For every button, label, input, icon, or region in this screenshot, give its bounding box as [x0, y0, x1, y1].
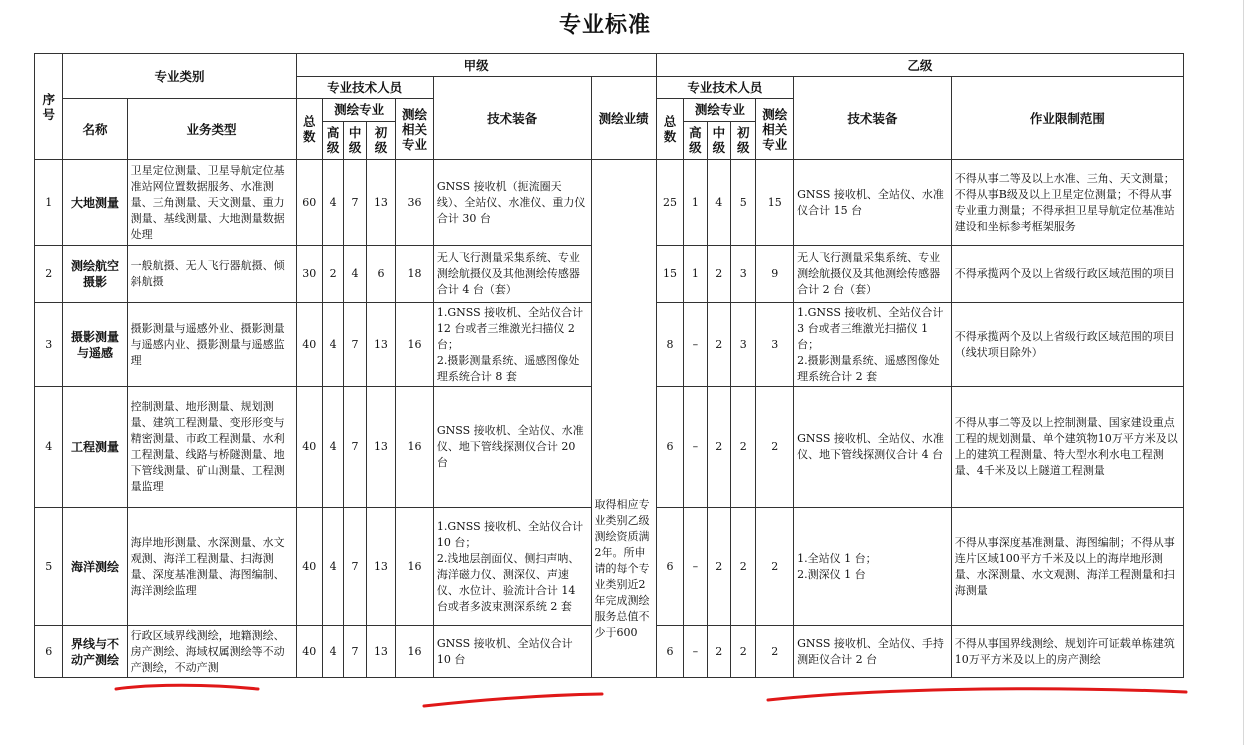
row-yi-equipment: 无人飞行测量采集系统、专业测绘航摄仪及其他测绘传感器合计 2 台（套）: [794, 246, 952, 303]
header-yi: 乙级: [656, 54, 1183, 77]
row-jia-total: 40: [296, 508, 322, 626]
row-yi-senior: 1: [684, 246, 707, 303]
row-jia-equipment: 1.GNSS 接收机、全站仪合计 12 台或者三维激光扫描仪 2 台； 2.摄影测量系统、遥感图像处理系统合计 8 套: [433, 303, 591, 387]
row-name: 摄影测量与遥感: [63, 303, 127, 387]
header-category: 专业类别: [63, 54, 296, 99]
row-yi-equipment: GNSS 接收机、全站仪、水准仪合计 15 台: [794, 160, 952, 246]
row-jia-mid: 4: [344, 246, 366, 303]
row-seq: 6: [35, 626, 63, 678]
header-jia-mid: 中级: [344, 122, 366, 159]
row-seq: 1: [35, 160, 63, 246]
header-jia: 甲级: [296, 54, 656, 77]
row-yi-junior: 2: [731, 626, 756, 678]
row-yi-total: 6: [656, 626, 683, 678]
row-jia-senior: 4: [322, 160, 343, 246]
red-underline-mark: [768, 689, 1186, 700]
row-yi-senior: 1: [684, 160, 707, 246]
row-yi-related: 15: [756, 160, 794, 246]
row-yi-senior: –: [684, 626, 707, 678]
row-jia-equipment: GNSS 接收机（扼流圈天线）、全站仪、水准仪、重力仪合计 30 台: [433, 160, 591, 246]
row-business: 一般航摄、无人飞行器航摄、倾斜航摄: [127, 246, 296, 303]
row-scope: 不得从事深度基准测量、海图编制；不得从事连片区域100平方千米及以上的海岸地形测量、水深测量、水文观测、海洋工程测量和扫海测量: [951, 508, 1183, 626]
row-jia-junior: 13: [366, 160, 396, 246]
row-jia-senior: 4: [322, 303, 343, 387]
row-yi-junior: 3: [731, 246, 756, 303]
row-yi-total: 25: [656, 160, 683, 246]
row-scope: 不得承揽两个及以上省级行政区域范围的项目: [951, 246, 1183, 303]
row-yi-total: 6: [656, 508, 683, 626]
header-yi-equipment: 技术装备: [794, 77, 952, 160]
row-jia-related: 16: [396, 626, 434, 678]
row-jia-mid: 7: [344, 508, 366, 626]
row-jia-junior: 13: [366, 626, 396, 678]
row-jia-junior: 13: [366, 387, 396, 508]
header-jia-equipment: 技术装备: [433, 77, 591, 160]
row-jia-total: 40: [296, 303, 322, 387]
row-jia-equipment: GNSS 接收机、全站仪、水准仪、地下管线探测仪合计 20 台: [433, 387, 591, 508]
row-jia-junior: 13: [366, 508, 396, 626]
row-yi-junior: 3: [731, 303, 756, 387]
row-yi-related: 9: [756, 246, 794, 303]
row-business: 控制测量、地形测量、规划测量、建筑工程测量、变形形变与精密测量、市政工程测量、水利工程测量、线路与桥隧测量、地下管线测量、矿山测量、工程测量监理: [127, 387, 296, 508]
header-yi-related: 测绘相关专业: [756, 99, 794, 160]
header-jia-total: 总数: [296, 99, 322, 160]
row-yi-mid: 2: [707, 246, 730, 303]
header-yi-mid: 中级: [708, 122, 731, 159]
header-jia-survey-major: 测绘专业: [323, 99, 395, 122]
row-business: 海岸地形测量、水深测量、水文观测、海洋工程测量、扫海测量、深度基准测量、海图编制、海洋测绘监理: [127, 508, 296, 626]
row-yi-equipment: 1.全站仪 1 台； 2.测深仪 1 台: [794, 508, 952, 626]
row-yi-equipment: GNSS 接收机、全站仪、手持测距仪合计 2 台: [794, 626, 952, 678]
row-yi-senior: –: [684, 387, 707, 508]
row-jia-mid: 7: [344, 160, 366, 246]
row-yi-senior: –: [684, 508, 707, 626]
header-yi-tech-staff: 专业技术人员: [656, 77, 793, 99]
row-yi-mid: 2: [707, 508, 730, 626]
row-jia-related: 18: [396, 246, 434, 303]
header-yi-junior: 初级: [736, 125, 750, 155]
row-yi-related: 2: [756, 508, 794, 626]
row-jia-total: 60: [296, 160, 322, 246]
row-jia-mid: 7: [344, 387, 366, 508]
header-yi-total: 总数: [656, 99, 683, 160]
row-name: 海洋测绘: [63, 508, 127, 626]
row-jia-total: 40: [296, 626, 322, 678]
row-jia-total: 40: [296, 387, 322, 508]
row-jia-equipment: 无人飞行测量采集系统、专业测绘航摄仪及其他测绘传感器合计 4 台（套）: [433, 246, 591, 303]
row-seq: 3: [35, 303, 63, 387]
header-jia-senior: 高级: [323, 122, 344, 159]
row-jia-mid: 7: [344, 626, 366, 678]
row-business: 行政区域界线测绘，地籍测绘、房产测绘、海域权属测绘等不动产测绘，不动产测: [127, 626, 296, 678]
row-jia-equipment: GNSS 接收机、全站仪合计 10 台: [433, 626, 591, 678]
header-jia-related: 测绘相关专业: [396, 99, 434, 160]
row-yi-related: 2: [756, 387, 794, 508]
row-seq: 4: [35, 387, 63, 508]
row-yi-senior: –: [684, 303, 707, 387]
row-scope: 不得从事二等及以上控制测量、国家建设重点工程的规划测量、单个建筑物10万平方米及以上的建筑工程测量、特大型水利水电工程测量、4千米及以上隧道工程测量: [951, 387, 1183, 508]
row-jia-related: 36: [396, 160, 434, 246]
red-underline-mark: [116, 685, 258, 689]
header-jia-tech-staff: 专业技术人员: [296, 77, 433, 99]
row-jia-junior: 6: [366, 246, 396, 303]
header-yi-senior: 高级: [684, 122, 707, 159]
header-name: 名称: [63, 99, 127, 160]
row-jia-senior: 4: [322, 626, 343, 678]
row-jia-related: 16: [396, 303, 434, 387]
row-yi-mid: 2: [707, 387, 730, 508]
row-jia-mid: 7: [344, 303, 366, 387]
row-scope: 不得承揽两个及以上省级行政区域范围的项目（线状项目除外）: [951, 303, 1183, 387]
row-jia-related: 16: [396, 508, 434, 626]
row-seq: 2: [35, 246, 63, 303]
row-jia-equipment: 1.GNSS 接收机、全站仪合计 10 台； 2.浅地层剖面仪、侧扫声呐、海洋磁力仪、测深仪、声速仪、水位计、验流计合计 14 台或者多波束测深系统 2 套: [433, 508, 591, 626]
row-yi-related: 3: [756, 303, 794, 387]
header-scope: 作业限制范围: [951, 77, 1183, 160]
row-yi-junior: 2: [731, 508, 756, 626]
row-yi-mid: 2: [707, 303, 730, 387]
row-name: 大地测量: [63, 160, 127, 246]
row-yi-mid: 4: [707, 160, 730, 246]
page-title: 专业标准: [558, 12, 651, 38]
header-yi-survey-major: 测绘专业: [684, 99, 755, 122]
header-performance: 测绘业绩: [591, 77, 656, 160]
row-jia-related: 16: [396, 387, 434, 508]
row-name: 工程测量: [63, 387, 127, 508]
row-business: 卫星定位测量、卫星导航定位基准站网位置数据服务、水准测量、三角测量、天文测量、重力测量、基线测量、大地测量数据处理: [127, 160, 296, 246]
row-jia-senior: 4: [322, 508, 343, 626]
row-name: 测绘航空摄影: [63, 246, 127, 303]
red-underline-mark: [424, 694, 602, 706]
row-yi-mid: 2: [707, 626, 730, 678]
header-seq: 序号: [35, 54, 63, 160]
row-yi-total: 15: [656, 246, 683, 303]
row-jia-total: 30: [296, 246, 322, 303]
row-seq: 5: [35, 508, 63, 626]
row-yi-junior: 2: [731, 387, 756, 508]
row-yi-total: 8: [656, 303, 683, 387]
row-yi-equipment: 1.GNSS 接收机、全站仪合计 3 台或者三维激光扫描仪 1 台； 2.摄影测量系统、遥感图像处理系统合计 2 套: [794, 303, 952, 387]
row-scope: 不得从事二等及以上水准、三角、天文测量；不得从事B级及以上卫星定位测量；不得从事专业重力测量；不得承担卫星导航定位基准站建设和坐标参考框架服务: [951, 160, 1183, 246]
row-jia-senior: 2: [322, 246, 343, 303]
row-name: 界线与不动产测绘: [63, 626, 127, 678]
row-jia-junior: 13: [366, 303, 396, 387]
row-yi-related: 2: [756, 626, 794, 678]
row-jia-senior: 4: [322, 387, 343, 508]
header-jia-junior: 初级: [374, 125, 388, 155]
row-yi-total: 6: [656, 387, 683, 508]
performance-cell: 取得相应专业类别乙级测绘资质满2年。所申请的每个专业类别近2年完成测绘服务总值不少于600: [591, 160, 656, 678]
header-business: 业务类型: [127, 99, 296, 160]
row-scope: 不得从事国界线测绘、规划许可证载单栋建筑10万平方米及以上的房产测绘: [951, 626, 1183, 678]
row-business: 摄影测量与遥感外业、摄影测量与遥感内业、摄影测量与遥感监理: [127, 303, 296, 387]
row-yi-junior: 5: [731, 160, 756, 246]
row-yi-equipment: GNSS 接收机、全站仪、水准仪、地下管线探测仪合计 4 台: [794, 387, 952, 508]
